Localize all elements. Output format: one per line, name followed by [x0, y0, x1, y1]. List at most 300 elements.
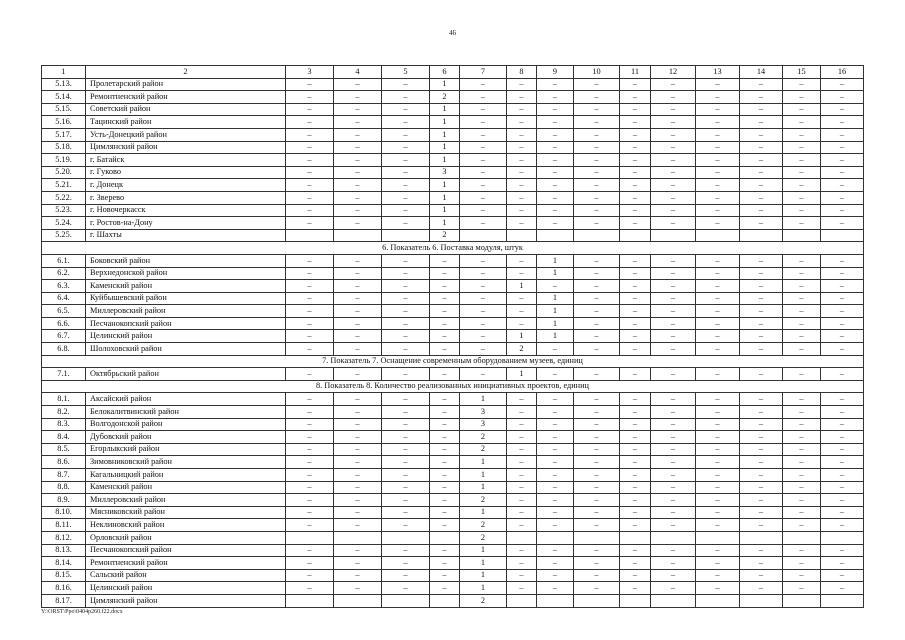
value-cell: –	[286, 569, 334, 582]
value-cell: –	[783, 519, 821, 532]
section-title: 6. Показатель 6. Поставка модуля, штук	[42, 242, 864, 255]
value-cell: –	[334, 191, 382, 204]
value-cell: –	[620, 569, 651, 582]
value-cell: –	[783, 191, 821, 204]
value-cell: –	[507, 179, 537, 192]
value-cell: –	[620, 103, 651, 116]
value-cell: 1	[430, 116, 460, 129]
value-cell: –	[507, 317, 537, 330]
value-cell: 1	[460, 506, 507, 519]
value-cell: –	[430, 330, 460, 343]
district-name: Белокалитвинский район	[86, 406, 286, 419]
value-cell: –	[460, 179, 507, 192]
header-cell: 9	[537, 66, 574, 79]
value-cell: –	[574, 166, 620, 179]
value-cell: –	[334, 544, 382, 557]
section-row	[42, 380, 864, 393]
row-number: 5.18.	[42, 141, 86, 154]
table-row	[42, 91, 864, 104]
value-cell: –	[783, 418, 821, 431]
value-cell: –	[740, 418, 783, 431]
value-cell: –	[821, 166, 864, 179]
value-cell	[430, 531, 460, 544]
value-cell: –	[460, 103, 507, 116]
value-cell	[430, 594, 460, 607]
value-cell: –	[620, 141, 651, 154]
value-cell: –	[537, 544, 574, 557]
value-cell: –	[286, 330, 334, 343]
value-cell: –	[334, 166, 382, 179]
value-cell: –	[334, 267, 382, 280]
value-cell: –	[334, 116, 382, 129]
value-cell: –	[382, 368, 430, 381]
value-cell: –	[286, 191, 334, 204]
value-cell: –	[334, 582, 382, 595]
district-name: Волгодонской район	[86, 418, 286, 431]
district-name: г. Донецк	[86, 179, 286, 192]
value-cell: –	[460, 154, 507, 167]
value-cell: –	[574, 406, 620, 419]
table-row	[42, 267, 864, 280]
value-cell: –	[460, 317, 507, 330]
district-name: Цимлянский район	[86, 141, 286, 154]
value-cell	[286, 594, 334, 607]
value-cell: –	[696, 317, 740, 330]
value-cell: –	[507, 569, 537, 582]
value-cell: –	[740, 544, 783, 557]
value-cell: 1	[430, 179, 460, 192]
header-cell: 16	[821, 66, 864, 79]
value-cell: –	[507, 154, 537, 167]
value-cell: –	[620, 280, 651, 293]
table-row	[42, 166, 864, 179]
row-number: 6.2.	[42, 267, 86, 280]
value-cell: –	[696, 179, 740, 192]
header-row	[42, 66, 864, 79]
value-cell: –	[740, 280, 783, 293]
value-cell: –	[620, 544, 651, 557]
value-cell: –	[537, 179, 574, 192]
value-cell	[537, 531, 574, 544]
value-cell: –	[430, 582, 460, 595]
value-cell: –	[382, 406, 430, 419]
value-cell: –	[507, 141, 537, 154]
value-cell: –	[574, 128, 620, 141]
value-cell: –	[740, 569, 783, 582]
table-row	[42, 481, 864, 494]
table-row	[42, 406, 864, 419]
district-name: Песчанокопский район	[86, 544, 286, 557]
value-cell: –	[574, 506, 620, 519]
value-cell: –	[620, 368, 651, 381]
value-cell: –	[783, 103, 821, 116]
value-cell: –	[651, 254, 696, 267]
value-cell: –	[537, 103, 574, 116]
table-row	[42, 317, 864, 330]
table-row	[42, 544, 864, 557]
value-cell: –	[334, 91, 382, 104]
value-cell	[286, 531, 334, 544]
value-cell: –	[696, 343, 740, 356]
value-cell: –	[382, 141, 430, 154]
value-cell: –	[783, 582, 821, 595]
table-row	[42, 280, 864, 293]
district-name: Цимлянский район	[86, 594, 286, 607]
value-cell: –	[286, 582, 334, 595]
value-cell: –	[334, 506, 382, 519]
value-cell: –	[740, 443, 783, 456]
value-cell: –	[430, 469, 460, 482]
value-cell: –	[574, 330, 620, 343]
value-cell: 2	[507, 343, 537, 356]
value-cell: –	[696, 128, 740, 141]
section-title: 8. Показатель 8. Количество реализованных инициативных проектов, единиц	[42, 380, 864, 393]
value-cell: –	[507, 204, 537, 217]
value-cell: –	[286, 254, 334, 267]
row-number: 8.9.	[42, 494, 86, 507]
value-cell: –	[286, 116, 334, 129]
value-cell: –	[382, 443, 430, 456]
value-cell: –	[783, 166, 821, 179]
district-name: Ремонтненский район	[86, 91, 286, 104]
table-row	[42, 141, 864, 154]
value-cell: –	[574, 280, 620, 293]
value-cell: –	[507, 78, 537, 91]
value-cell: 3	[430, 166, 460, 179]
value-cell: –	[651, 292, 696, 305]
value-cell: –	[382, 179, 430, 192]
district-name: Миллеровский район	[86, 305, 286, 318]
district-name: Сальский район	[86, 569, 286, 582]
value-cell: –	[382, 267, 430, 280]
value-cell: –	[696, 254, 740, 267]
value-cell: –	[620, 519, 651, 532]
value-cell: –	[574, 443, 620, 456]
value-cell: –	[507, 103, 537, 116]
row-number: 5.15.	[42, 103, 86, 116]
row-number: 8.5.	[42, 443, 86, 456]
value-cell: –	[537, 191, 574, 204]
value-cell: –	[821, 317, 864, 330]
value-cell: –	[696, 204, 740, 217]
table-row	[42, 557, 864, 570]
value-cell: –	[651, 154, 696, 167]
value-cell: –	[740, 141, 783, 154]
row-number: 8.12.	[42, 531, 86, 544]
value-cell: –	[696, 431, 740, 444]
value-cell: –	[574, 431, 620, 444]
value-cell: –	[783, 305, 821, 318]
value-cell	[651, 594, 696, 607]
value-cell: –	[537, 204, 574, 217]
value-cell: –	[740, 431, 783, 444]
table-row	[42, 305, 864, 318]
section-row	[42, 355, 864, 368]
value-cell: –	[507, 217, 537, 230]
value-cell: –	[507, 506, 537, 519]
value-cell: –	[696, 469, 740, 482]
row-number: 5.23.	[42, 204, 86, 217]
value-cell: –	[740, 292, 783, 305]
value-cell: –	[537, 116, 574, 129]
page-number: 46	[449, 29, 456, 37]
value-cell: –	[651, 443, 696, 456]
value-cell: –	[740, 481, 783, 494]
value-cell: –	[286, 280, 334, 293]
district-name: Дубовский район	[86, 431, 286, 444]
row-number: 8.10.	[42, 506, 86, 519]
value-cell: –	[620, 317, 651, 330]
value-cell: –	[821, 506, 864, 519]
value-cell	[574, 229, 620, 242]
value-cell: –	[382, 280, 430, 293]
value-cell: –	[286, 154, 334, 167]
value-cell: –	[334, 494, 382, 507]
value-cell: –	[620, 469, 651, 482]
value-cell: –	[286, 456, 334, 469]
value-cell: –	[740, 166, 783, 179]
header-cell: 13	[696, 66, 740, 79]
table-row	[42, 179, 864, 192]
value-cell: –	[740, 393, 783, 406]
table-row	[42, 229, 864, 242]
value-cell: –	[620, 217, 651, 230]
value-cell: –	[574, 343, 620, 356]
value-cell: –	[507, 418, 537, 431]
value-cell: –	[460, 305, 507, 318]
value-cell: 1	[460, 456, 507, 469]
value-cell: 3	[460, 418, 507, 431]
value-cell: –	[740, 582, 783, 595]
table-row	[42, 443, 864, 456]
district-name: Неклиновский район	[86, 519, 286, 532]
value-cell: –	[537, 443, 574, 456]
value-cell: –	[537, 431, 574, 444]
row-number: 5.20.	[42, 166, 86, 179]
value-cell: –	[286, 267, 334, 280]
value-cell: –	[574, 317, 620, 330]
value-cell: –	[821, 91, 864, 104]
value-cell: –	[334, 418, 382, 431]
value-cell: –	[460, 116, 507, 129]
value-cell: –	[740, 267, 783, 280]
value-cell: –	[382, 166, 430, 179]
value-cell: –	[651, 582, 696, 595]
value-cell: –	[740, 305, 783, 318]
value-cell: –	[651, 128, 696, 141]
row-number: 8.13.	[42, 544, 86, 557]
value-cell: –	[696, 393, 740, 406]
value-cell: –	[783, 368, 821, 381]
header-cell: 14	[740, 66, 783, 79]
value-cell: –	[821, 217, 864, 230]
value-cell: –	[620, 292, 651, 305]
value-cell: –	[286, 406, 334, 419]
row-number: 6.7.	[42, 330, 86, 343]
value-cell: –	[430, 519, 460, 532]
value-cell: –	[334, 443, 382, 456]
value-cell: –	[821, 582, 864, 595]
value-cell: –	[286, 368, 334, 381]
value-cell: –	[286, 494, 334, 507]
value-cell: –	[334, 469, 382, 482]
value-cell: –	[620, 506, 651, 519]
district-name: г. Ростов-на-Дону	[86, 217, 286, 230]
value-cell: –	[783, 469, 821, 482]
value-cell: –	[382, 305, 430, 318]
value-cell	[334, 531, 382, 544]
value-cell: –	[537, 481, 574, 494]
value-cell: –	[430, 431, 460, 444]
value-cell: –	[334, 343, 382, 356]
value-cell: –	[574, 267, 620, 280]
district-name: Шолоховский район	[86, 343, 286, 356]
value-cell: –	[651, 116, 696, 129]
value-cell: –	[740, 406, 783, 419]
table-row	[42, 154, 864, 167]
value-cell: –	[507, 494, 537, 507]
value-cell: 1	[430, 128, 460, 141]
value-cell: –	[740, 204, 783, 217]
value-cell: –	[286, 469, 334, 482]
value-cell: –	[334, 406, 382, 419]
value-cell: –	[620, 582, 651, 595]
value-cell: –	[620, 393, 651, 406]
value-cell: 2	[430, 91, 460, 104]
value-cell: –	[334, 141, 382, 154]
value-cell: –	[537, 393, 574, 406]
table-row	[42, 217, 864, 230]
value-cell: –	[651, 343, 696, 356]
value-cell: –	[430, 506, 460, 519]
value-cell	[382, 594, 430, 607]
table-row	[42, 254, 864, 267]
row-number: 5.17.	[42, 128, 86, 141]
value-cell: –	[651, 141, 696, 154]
value-cell: –	[696, 418, 740, 431]
value-cell: –	[821, 280, 864, 293]
value-cell: –	[740, 179, 783, 192]
value-cell: –	[821, 292, 864, 305]
value-cell: –	[574, 481, 620, 494]
value-cell: –	[821, 569, 864, 582]
value-cell: –	[382, 544, 430, 557]
value-cell: –	[651, 431, 696, 444]
value-cell: –	[651, 103, 696, 116]
value-cell: –	[696, 116, 740, 129]
value-cell: –	[783, 544, 821, 557]
value-cell: –	[334, 154, 382, 167]
value-cell: –	[620, 431, 651, 444]
value-cell: 1	[430, 141, 460, 154]
value-cell: 1	[460, 393, 507, 406]
district-name: Кагальницкий район	[86, 469, 286, 482]
value-cell: –	[651, 179, 696, 192]
district-name: Каменский район	[86, 481, 286, 494]
table-row	[42, 519, 864, 532]
value-cell: 1	[430, 204, 460, 217]
value-cell: 1	[507, 280, 537, 293]
district-name: г. Гуково	[86, 166, 286, 179]
value-cell: –	[651, 494, 696, 507]
value-cell: –	[620, 481, 651, 494]
value-cell: –	[382, 254, 430, 267]
value-cell: –	[286, 204, 334, 217]
value-cell	[382, 229, 430, 242]
value-cell: –	[334, 305, 382, 318]
value-cell: –	[334, 393, 382, 406]
value-cell: –	[783, 569, 821, 582]
value-cell: –	[821, 179, 864, 192]
value-cell: –	[696, 91, 740, 104]
value-cell: 1	[537, 292, 574, 305]
value-cell: –	[620, 418, 651, 431]
value-cell: –	[382, 519, 430, 532]
value-cell: –	[651, 469, 696, 482]
row-number: 5.13.	[42, 78, 86, 91]
value-cell: –	[651, 481, 696, 494]
value-cell: –	[821, 557, 864, 570]
value-cell	[821, 229, 864, 242]
value-cell: 1	[460, 481, 507, 494]
value-cell: –	[286, 544, 334, 557]
value-cell	[696, 229, 740, 242]
value-cell: –	[537, 569, 574, 582]
value-cell: –	[334, 431, 382, 444]
row-number: 5.21.	[42, 179, 86, 192]
value-cell: –	[783, 91, 821, 104]
value-cell: –	[430, 456, 460, 469]
value-cell: –	[507, 305, 537, 318]
value-cell: –	[460, 78, 507, 91]
value-cell: –	[696, 569, 740, 582]
table-row	[42, 393, 864, 406]
value-cell: –	[821, 544, 864, 557]
value-cell: –	[334, 179, 382, 192]
value-cell: 1	[460, 557, 507, 570]
value-cell: –	[783, 141, 821, 154]
value-cell	[507, 531, 537, 544]
value-cell: –	[286, 103, 334, 116]
value-cell: –	[537, 406, 574, 419]
value-cell: –	[821, 431, 864, 444]
value-cell: –	[696, 368, 740, 381]
value-cell: –	[574, 141, 620, 154]
value-cell: –	[696, 141, 740, 154]
value-cell: –	[334, 128, 382, 141]
header-cell: 2	[86, 66, 286, 79]
value-cell: –	[696, 103, 740, 116]
value-cell: –	[460, 343, 507, 356]
header-cell: 4	[334, 66, 382, 79]
row-number: 7.1.	[42, 368, 86, 381]
value-cell: –	[382, 204, 430, 217]
district-name: г. Шахты	[86, 229, 286, 242]
value-cell	[334, 594, 382, 607]
value-cell: –	[507, 456, 537, 469]
value-cell: –	[334, 330, 382, 343]
row-number: 8.2.	[42, 406, 86, 419]
value-cell: –	[460, 141, 507, 154]
value-cell: –	[430, 443, 460, 456]
value-cell: –	[740, 343, 783, 356]
row-number: 6.6.	[42, 317, 86, 330]
value-cell	[507, 229, 537, 242]
value-cell: –	[574, 368, 620, 381]
district-name: г. Зверево	[86, 191, 286, 204]
value-cell: –	[821, 267, 864, 280]
value-cell: –	[537, 582, 574, 595]
